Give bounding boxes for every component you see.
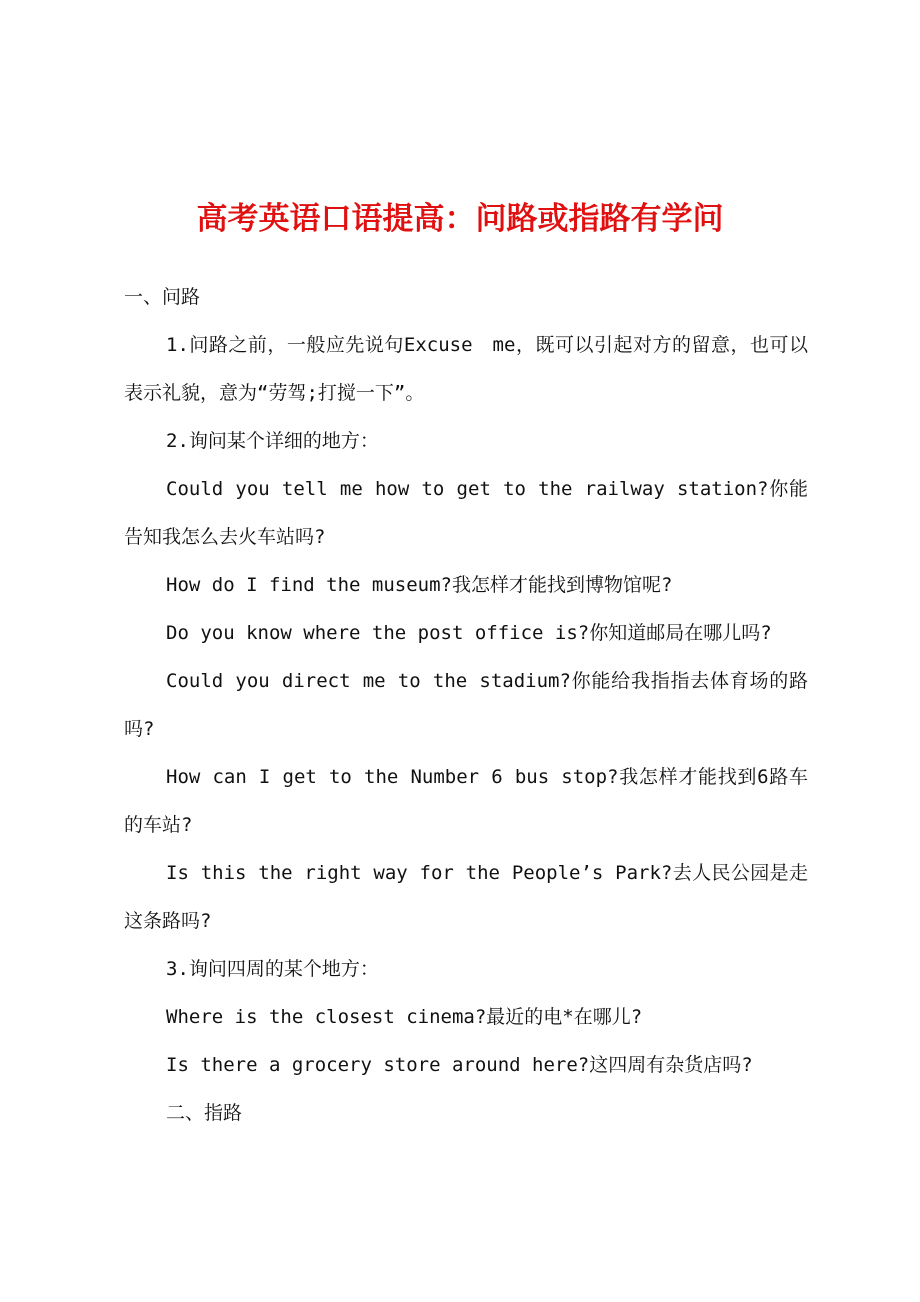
example-cinema: Where is the closest cinema?最近的电*在哪儿? — [166, 1006, 643, 1028]
example-post-office: Do you know where the post office is?你知道邮局在哪儿吗? — [166, 622, 772, 644]
subheading-nearby-place: 3.询问四周的某个地方： — [166, 958, 379, 980]
document-title: 高考英语口语提高：问路或指路有学问 — [196, 201, 724, 237]
example-bus-stop: How can I get to the Number 6 bus stop?我怎样才能找到6路车的车站? — [124, 766, 808, 836]
example-grocery-store: Is there a grocery store around here?这四周有杂货店吗? — [166, 1054, 753, 1076]
example-museum: How do I find the museum?我怎样才能找到博物馆呢? — [166, 574, 673, 596]
section-heading-directing: 二、指路 — [166, 1102, 243, 1124]
paragraph-excuse-me-tip: 1.问路之前，一般应先说句Excuse me，既可以引起对方的留意，也可以表示礼貌，意为“劳驾;打搅一下”。 — [124, 334, 808, 404]
example-railway-station: Could you tell me how to get to the railway station?你能告知我怎么去火车站吗? — [124, 478, 808, 548]
example-stadium: Could you direct me to the stadium?你能给我指指去体育场的路吗? — [124, 670, 808, 740]
example-peoples-park: Is this the right way for the People’s Park?去人民公园是走这条路吗? — [124, 862, 808, 932]
subheading-specific-place: 2.询问某个详细的地方： — [166, 430, 379, 452]
section-heading-asking: 一、问路 — [124, 286, 201, 308]
